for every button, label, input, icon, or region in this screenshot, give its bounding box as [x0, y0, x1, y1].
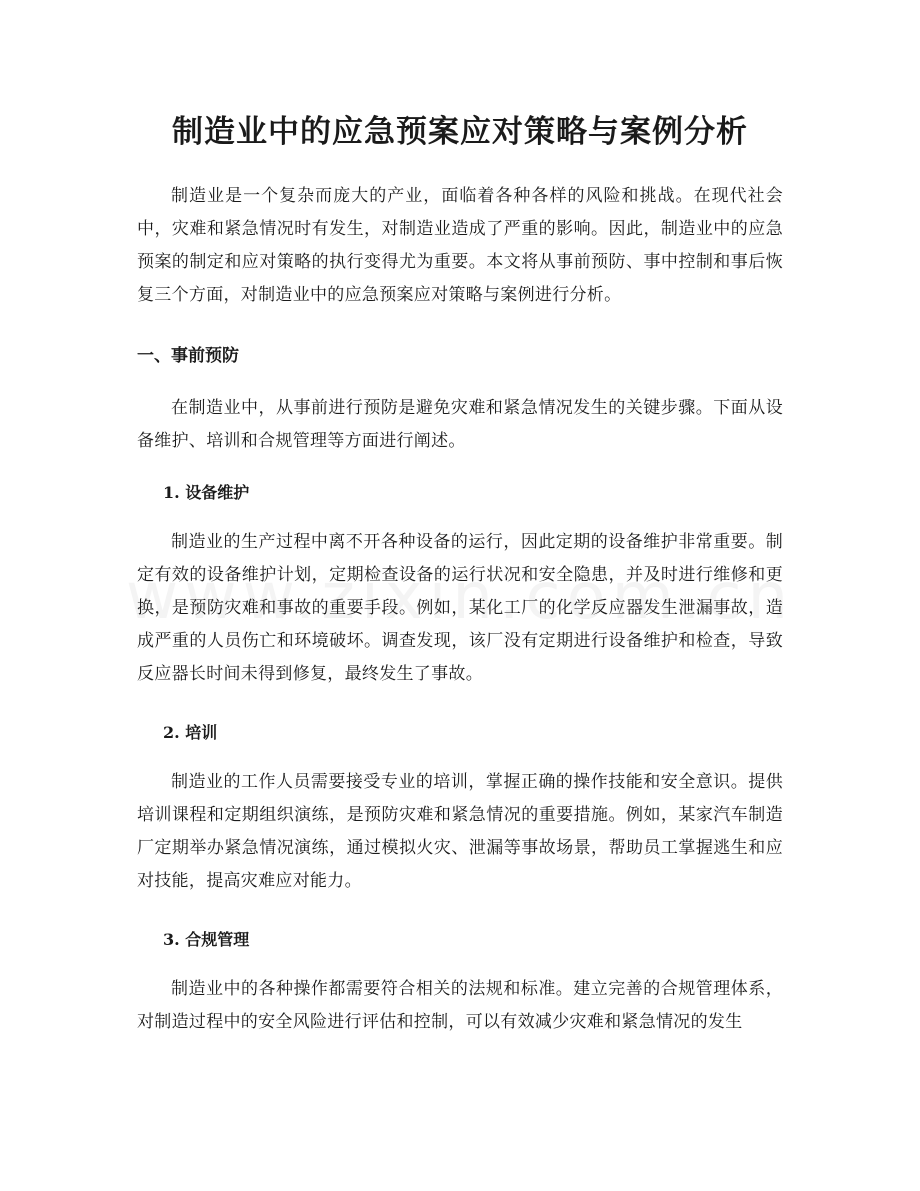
subheading-training: 2. 培训	[163, 723, 218, 742]
section-prevention-intro: 在制造业中，从事前进行预防是避免灾难和紧急情况发生的关键步骤。下面从设备维护、培训和合规管理等方面进行阐述。	[137, 398, 783, 451]
document-title: 制造业中的应急预案应对策略与案例分析	[172, 114, 748, 150]
paragraph-compliance: 制造业中的各种操作都需要符合相关的法规和标准。建立完善的合规管理体系，对制造过程中的安全风险进行评估和控制，可以有效减少灾难和紧急情况的发生	[137, 979, 783, 1032]
subheading-equipment-maintenance: 1. 设备维护	[163, 483, 250, 502]
intro-paragraph: 制造业是一个复杂而庞大的产业，面临着各种各样的风险和挑战。在现代社会中，灾难和紧急情况时有发生，对制造业造成了严重的影响。因此，制造业中的应急预案的制定和应对策略的执行变得尤为重要。本文将从事前预防、事中控制和事后恢复三个方面，对制造业中的应急预案应对策略与案例进行分析。	[137, 186, 783, 305]
section-heading-prevention: 一、事前预防	[137, 346, 239, 366]
paragraph-training: 制造业的工作人员需要接受专业的培训，掌握正确的操作技能和安全意识。提供培训课程和定期组织演练，是预防灾难和紧急情况的重要措施。例如，某家汽车制造厂定期举办紧急情况演练，通过模拟火灾、泄漏等事故场景，帮助员工掌握逃生和应对技能，提高灾难应对能力。	[137, 772, 783, 891]
paragraph-equipment-maintenance: 制造业的生产过程中离不开各种设备的运行，因此定期的设备维护非常重要。制定有效的设备维护计划，定期检查设备的运行状况和安全隐患，并及时进行维修和更换，是预防灾难和事故的重要手段。例如，某化工厂的化学反应器发生泄漏事故，造成严重的人员伤亡和环境破坏。调查发现，该厂没有定期进行设备维护和检查，导致反应器长时间未得到修复，最终发生了事故。	[137, 532, 783, 684]
subheading-compliance: 3. 合规管理	[163, 930, 250, 949]
